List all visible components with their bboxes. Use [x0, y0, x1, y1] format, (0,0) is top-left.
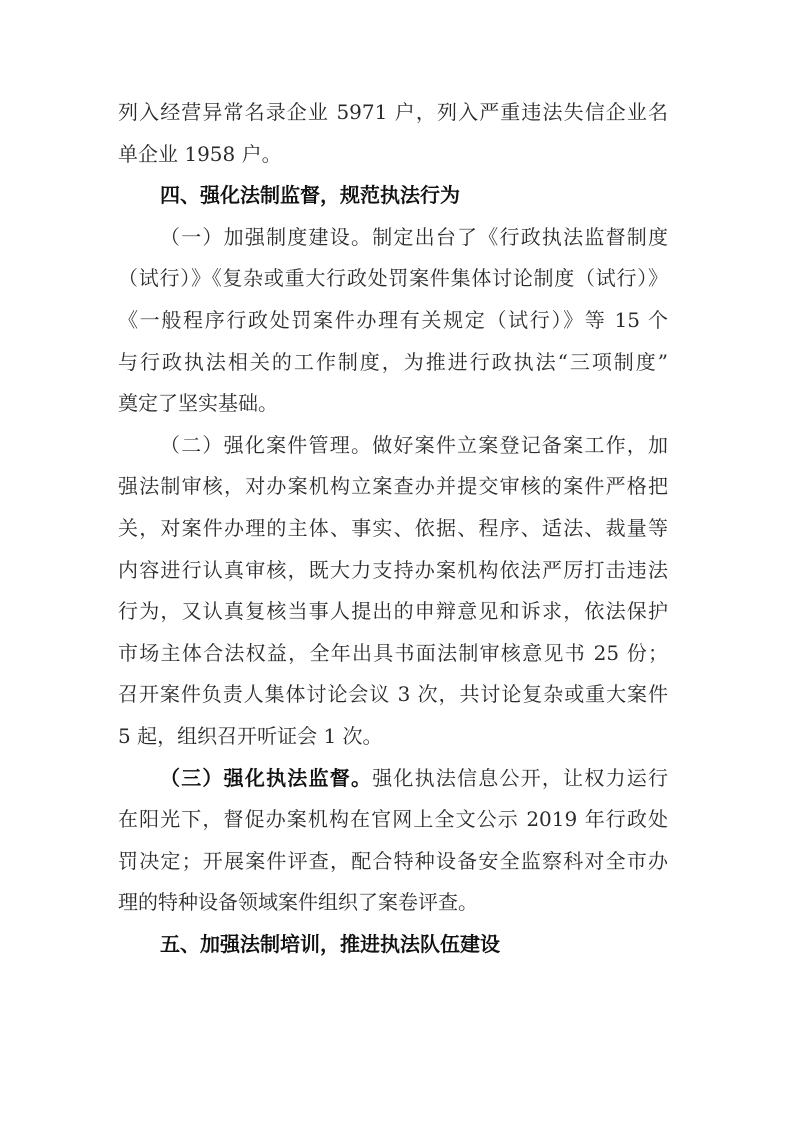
text-line	[118, 383, 668, 425]
text-segment: 在阳光下，督促办案机构在官网上全文公示 2019 年行政处	[118, 807, 668, 832]
text-line	[118, 300, 668, 342]
text-line	[118, 466, 668, 508]
text-line	[118, 258, 668, 300]
text-segment: 做好案件立案登记备案工作，加	[372, 432, 668, 457]
section-heading	[118, 924, 668, 966]
text-line	[118, 550, 668, 592]
text-line	[118, 92, 668, 134]
text-segment: （二）强化案件管理。	[160, 432, 373, 457]
text-line	[118, 633, 668, 675]
text-line	[118, 758, 668, 800]
text-segment: （一）加强制度建设。	[160, 224, 373, 249]
text-segment: 关，对案件办理的主体、事实、依据、程序、适法、裁量等	[118, 515, 668, 540]
text-segment: 行为，又认真复核当事人提出的申辩意见和诉求，依法保护	[118, 599, 668, 624]
text-segment: （试行）》《复杂或重大行政处罚案件集体讨论制度（试行）》	[118, 266, 668, 291]
text-line	[118, 591, 668, 633]
text-line	[118, 841, 668, 883]
text-segment: 理的特种设备领域案件组织了案卷评查。	[118, 890, 478, 915]
text-line	[118, 508, 668, 550]
text-segment: 奠定了坚实基础。	[118, 391, 278, 416]
text-line	[118, 882, 668, 924]
text-line	[118, 425, 668, 467]
document-page	[118, 92, 668, 965]
text-segment: 5 起，组织召开听证会 1 次。	[118, 723, 383, 748]
text-segment: 与行政执法相关的工作制度，为推进行政执法“三项制度”	[118, 349, 668, 374]
text-line	[118, 134, 668, 176]
bold-text: 四、强化法制监督，规范执法行为	[160, 183, 460, 208]
text-segment: 罚决定；开展案件评查，配合特种设备安全监察科对全市办	[118, 848, 668, 873]
section-heading	[118, 175, 668, 217]
text-line	[118, 342, 668, 384]
text-segment: 内容进行认真审核，既大力支持办案机构依法严厉打击违法	[118, 557, 668, 582]
bold-text: （三）强化执法监督。	[160, 765, 373, 790]
bold-text: 五、加强法制培训，推进执法队伍建设	[160, 931, 500, 956]
text-segment: 强化执法信息公开，让权力运行	[372, 765, 668, 790]
text-segment: 制定出台了《行政执法监督制度	[372, 224, 668, 249]
text-segment: 召开案件负责人集体讨论会议 3 次，共讨论复杂或重大案件	[118, 682, 668, 707]
text-line	[118, 716, 668, 758]
text-segment: 《一般程序行政处罚案件办理有关规定（试行）》等 15 个	[118, 307, 668, 332]
text-line	[118, 799, 668, 841]
text-line	[118, 674, 668, 716]
text-segment: 列入经营异常名录企业 5971 户，列入严重违法失信企业名	[118, 100, 668, 124]
text-segment: 强法制审核，对办案机构立案查办并提交审核的案件严格把	[118, 474, 668, 499]
text-segment: 单企业 1958 户。	[118, 141, 282, 166]
text-segment: 市场主体合法权益，全年出具书面法制审核意见书 25 份；	[118, 640, 668, 665]
text-line	[118, 217, 668, 259]
